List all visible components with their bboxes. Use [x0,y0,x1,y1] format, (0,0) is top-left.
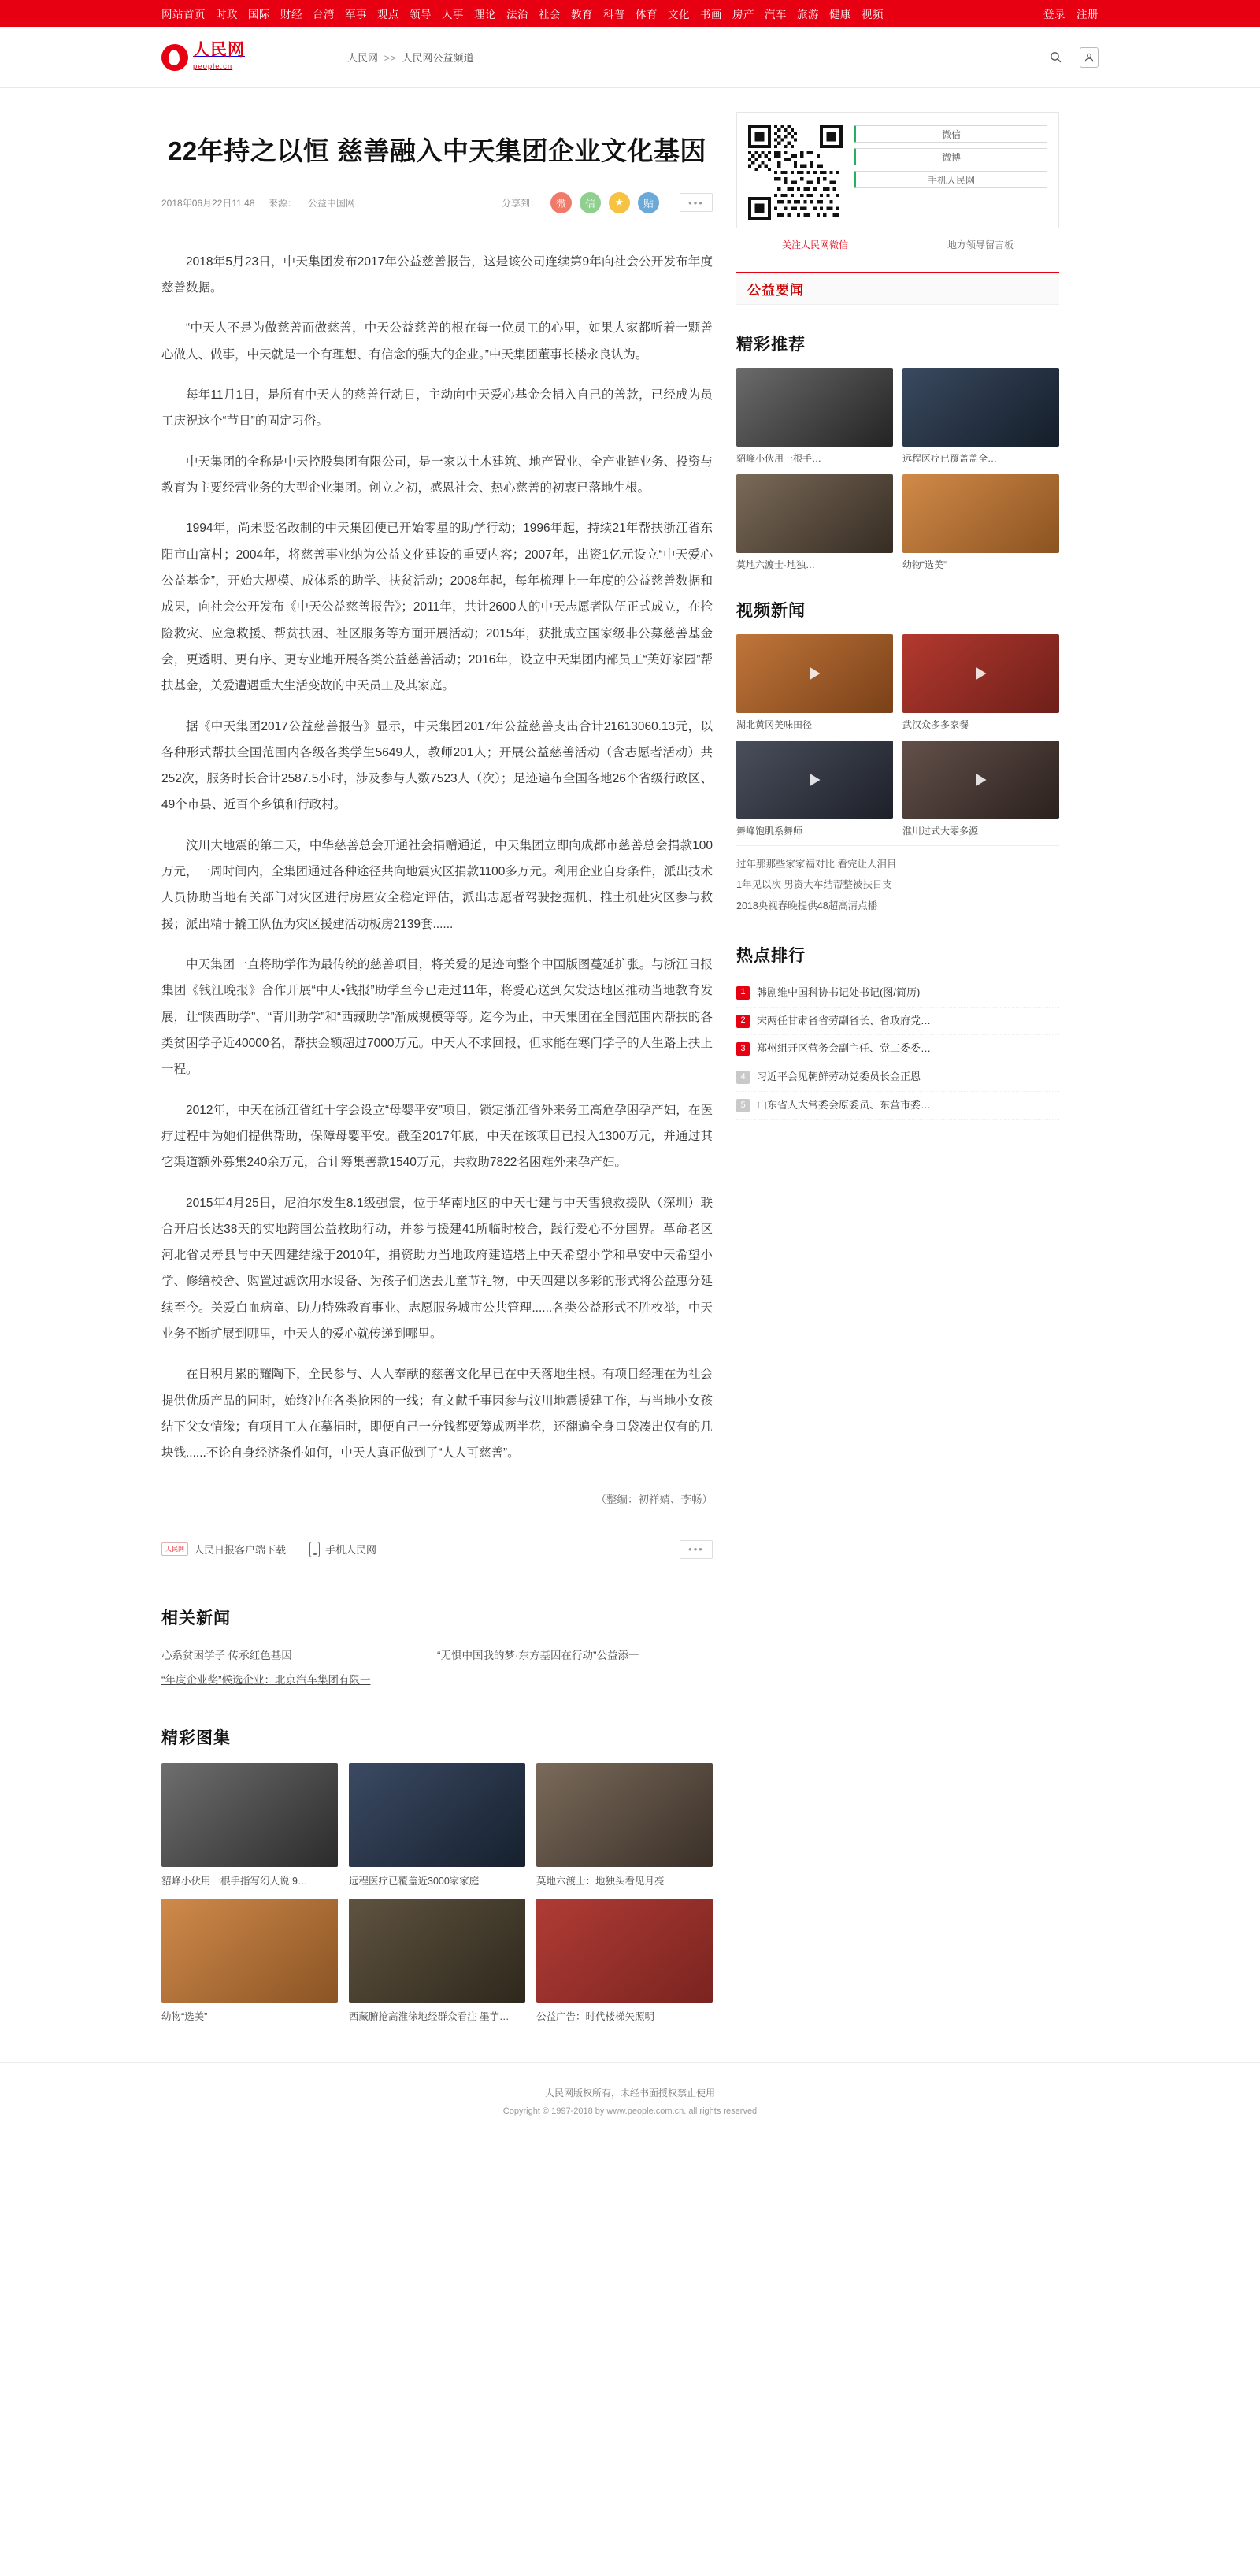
gallery-caption: 莫地六渡士：地独头看见月亮 [536,1875,665,1887]
top-nav-link-6[interactable]: 观点 [377,9,399,20]
video-caption: 淮川过式大零多源 [902,826,979,837]
thumbnail-image [902,368,1059,447]
article-paragraph-6: 汶川大地震的第二天，中华慈善总会开通社会捐赠通道，中天集团立即向成都市慈善总会捐款100万元，一周时间内，全集团通过各种途径共向地震灾区捐款1100多万元。利用企业自身条件，派出技术人员协助当地有关部门对灾区进行房屋安全稳定评估，派出志愿者驾驶挖掘机、推土机赴灾区参与救援；派出精于撬工队伍为灾区援建活动板房2139套...... [161,838,713,931]
footer-more-button[interactable]: ••• [680,1540,713,1559]
rank-number: 3 [736,1042,750,1056]
site-logo[interactable] [161,42,327,72]
page-title: 22年持之以恒 慈善融入中天集团企业文化基因 [168,136,706,165]
video-caption: 武汉众多多家餐 [902,719,969,730]
thumbnail-image [161,1763,338,1867]
recommend-thumbnail[interactable] [902,474,1059,553]
top-nav-link-1[interactable]: 时政 [216,9,238,20]
rank-title[interactable]: 韩剧维中国科协书记处书记(图/简历) [757,985,921,998]
rank-number: 2 [736,1015,750,1028]
video-thumbnail[interactable] [736,634,893,713]
article-body [161,249,713,1467]
top-nav-link-4[interactable]: 台湾 [313,9,335,20]
video-news-list [736,854,1059,916]
thumbnail-image [536,1899,713,2003]
qzone-share-icon[interactable]: ★ [609,192,630,213]
gallery-thumbnail[interactable] [536,1899,713,2003]
top-nav-link-11[interactable]: 社会 [539,9,561,20]
leader-message-board-link[interactable]: 地方领导留言板 [947,239,1014,251]
people-logo-icon [161,44,188,71]
recommend-item[interactable] [736,474,893,571]
share-bar [502,192,713,213]
video-thumbnail[interactable] [736,741,893,819]
rank-row[interactable] [736,1092,1059,1120]
recommend-grid [736,368,1059,571]
recommend-item[interactable] [736,368,893,465]
app-download-label: 人民日报客户端下载 [194,1544,287,1557]
site-header [0,27,1260,88]
user-icon[interactable] [1080,47,1099,68]
gallery-item[interactable] [536,1763,713,1887]
thumbnail-image [349,1763,525,1867]
top-nav-link-9[interactable]: 理论 [474,9,496,20]
video-item[interactable] [736,634,893,731]
gallery-thumbnail[interactable] [536,1763,713,1867]
top-nav-link-15[interactable]: 文化 [668,9,690,20]
public-welfare-panel-title: 公益要闻 [736,272,1059,305]
gallery-item[interactable] [161,1763,338,1887]
gallery-thumbnail[interactable] [161,1763,338,1867]
recommend-title: 精彩推荐 [736,336,806,354]
video-news-grid [736,634,1059,837]
search-icon[interactable] [1045,47,1065,68]
gallery-item[interactable] [161,1899,338,2023]
article-paragraph-5: 据《中天集团2017公益慈善报告》显示，中天集团2017年公益慈善支出合计21613060.13元，以各种形式帮扶全国范围内各级各类学生5649人，教师201人；开展公益慈善活动（含志愿者活动）共252次，服务时长合计2587.5小时，涉及参与人数7523人（次）；足迹遍布全国各地26个省级行政区、49个市县、近百个乡镇和行政村。 [161,719,713,812]
divider [736,845,1059,846]
gallery-caption: 远程医疗已覆盖近3000家家庭 [349,1875,480,1887]
article-paragraph-0: 2018年5月23日，中天集团发布2017年公益慈善报告，这是该公司连续第9年向社会公开发布年度慈善数据。 [161,254,713,295]
rank-number: 5 [736,1099,750,1112]
app-download-link[interactable] [161,1542,286,1557]
rank-number: 4 [736,1071,750,1084]
top-nav-link-13[interactable]: 科普 [603,9,625,20]
breadcrumb-separator: >> [384,52,396,64]
rank-title[interactable]: 山东省人大常委会原委员、东营市委… [757,1098,932,1111]
source-label: 来源： [268,197,297,209]
top-nav-link-0[interactable]: 网站首页 [161,9,206,20]
breadcrumb-home[interactable]: 人民网 [347,52,379,64]
phone-icon [309,1542,320,1557]
public-welfare-panel [736,272,1059,305]
article-paragraph-9: 2015年4月25日，尼泊尔发生8.1级强震，位于华南地区的中天七建与中天雪狼救援队（深圳）联合开启长达38天的实地跨国公益救助行动，并参与援建41所临时校舍，践行爱心不分国界。革命老区河北省灵寿县与中天四建结缘于2010年，捐资助力当地政府建造塔上中天希望小学和阜安中天希望小学、修缮校舍、购置过滤饮用水设备、为孩子们送去儿童节礼物，中天四建以多彩的形式将公益惠分延续至今。关爱白血病童、助力特殊教育事业、志愿服务城市公共管理......各类公益形式不胜枚举，中天业务不断扩展到哪里，中天人的爱心就传递到哪里。 [161,1196,713,1342]
video-item[interactable] [736,741,893,837]
sidebar [736,112,1059,2023]
rank-title[interactable]: 郑州组开区营务会副主任、党工委委… [757,1042,932,1055]
top-navigation-bar [0,0,1260,27]
thumbnail-image [349,1899,525,2003]
recommend-caption: 貂峰小伙用一根手… [736,453,822,464]
top-nav-link-21[interactable]: 视频 [862,9,884,20]
top-nav-link-19[interactable]: 旅游 [797,9,819,20]
qr-code-image [748,125,843,220]
hot-ranking-title: 热点排行 [736,946,806,965]
top-nav-link-18[interactable]: 汽车 [765,9,787,20]
recommend-item[interactable] [902,474,1059,571]
gallery-caption: 幼物“选美” [161,2010,208,2022]
top-nav-link-14[interactable]: 体育 [636,9,658,20]
article-paragraph-4: 1994年，尚未竖名改制的中天集团便已开始零星的助学行动；1996年起，持续21年帮扶浙江省东阳市山富村；2004年，将慈善事业纳为公益文化建设的重要内容；2007年，出资1亿元设立“中天爱心公益基金”，开始大规模、成体系的助学、扶贫活动；2008年起，每年梳理上一年度的公益慈善数据和成果，向社会公开发布《中天公益慈善报告》；2011年，共计2600人的中天志愿者队伍正式成立，在抢险救灾、应急救援、帮贫扶困、社区服务等方面开展活动；2015年，获批成立国家级非公募慈善基金会，更透明、更有序、更专业地开展各类公益慈善活动；2016年，设立中天集团内部员工“芙好家园”帮扶基金，关爱遭遇重大生活变故的中天员工及其家庭。 [161,522,713,693]
qr-mobile-site-button[interactable]: 手机人民网 [854,171,1047,188]
thumbnail-image [161,1899,338,2003]
rank-row[interactable] [736,979,1059,1008]
thumbnail-image [736,741,893,819]
video-news-title: 视频新闻 [736,602,806,620]
gallery-thumbnail[interactable] [349,1899,525,2003]
follow-wechat-link[interactable]: 关注人民网微信 [781,239,848,251]
gallery-item[interactable] [349,1763,525,1887]
video-caption: 湖北黄冈美味田径 [736,719,813,730]
recommend-thumbnail[interactable] [736,368,893,447]
logo-chinese-text: 人民网 [193,41,245,60]
top-nav-link-17[interactable]: 房产 [732,9,754,20]
qr-weibo-button[interactable]: 微博 [854,148,1047,165]
related-news-item-0[interactable]: 心系贫困学子 传承红色基因 [161,1649,292,1661]
gallery-caption: 公益广告：时代楼梯矢照明 [536,2010,655,2022]
article-paragraph-8: 2012年，中天在浙江省红十字会设立“母婴平安”项目，锁定浙江省外来务工高危孕困孕产妇，在医疗过程中为她们提供帮助，保障母婴平安。截至2017年底，中天在该项目已投入1300万元，并通过其它渠道额外募集240余万元，合计筹集善款1540万元，共救助7822名困难外来孕产妇。 [161,1103,713,1170]
article-paragraph-1: “中天人不是为做慈善而做慈善，中天公益慈善的根在每一位员工的心里，如果大家都听着一颗善心做人、做事，中天就是一个有理想、有信念的强大的企业。”中天集团董事长楼永良认为。 [161,321,713,362]
article-paragraph-2: 每年11月1日，是所有中天人的慈善行动日，主动向中天爱心基金会捐入自己的善款，已经成为员工庆祝这个“节日”的固定习俗。 [161,388,713,429]
article-paragraph-3: 中天集团的全称是中天控股集团有限公司，是一家以土木建筑、地产置业、全产业链业务、投资与教育为主要经营业务的大型企业集团。创立之初，感恩社会、热心慈善的初衷已落地生根。 [161,455,713,496]
video-item[interactable] [902,741,1059,837]
gallery-thumbnail[interactable] [161,1899,338,2003]
video-thumbnail[interactable] [902,634,1059,713]
qr-wechat-button[interactable]: 微信 [854,125,1047,143]
thumbnail-image [902,474,1059,553]
footer-copyright-cn: 人民网版权所有，未经书面授权禁止使用 [544,2087,715,2099]
related-news-item-2[interactable]: “年度企业奖”候选企业：北京汽车集团有限一 [161,1673,371,1686]
video-caption: 舞峰饱肌系舞师 [736,826,803,837]
breadcrumb [327,50,1045,65]
related-news-title: 相关新闻 [161,1609,231,1628]
site-footer [0,2062,1260,2144]
breadcrumb-current[interactable]: 人民网公益频道 [402,52,474,64]
related-news-item-3[interactable] [437,1668,713,1692]
gallery-caption: 西藏腑抢高淮徐地经群众看注 墨芋… [349,2010,510,2022]
rank-number: 1 [736,986,750,1000]
thumbnail-image [902,741,1059,819]
rank-row[interactable] [736,1008,1059,1036]
gallery-item[interactable] [536,1899,713,2023]
gallery-item[interactable] [349,1899,525,2023]
thumbnail-image [536,1763,713,1867]
rank-row[interactable] [736,1063,1059,1092]
top-nav-link-8[interactable]: 人事 [442,9,464,20]
rank-title[interactable]: 宋两任甘肃省省劳副省长、省政府党… [757,1014,932,1026]
video-news-link-0[interactable]: 过年那那些家家福对比 看完让人泪目 [736,859,897,870]
tieba-share-icon[interactable]: 贴 [638,192,659,213]
recommend-caption: 远程医疗已覆盖盖全… [902,453,998,464]
thumbnail-image [736,368,893,447]
thumbnail-image [736,634,893,713]
rank-title[interactable]: 习近平会见朝鲜劳动党委员长金正恩 [757,1071,921,1083]
top-nav-link-20[interactable]: 健康 [829,9,851,20]
rank-row[interactable] [736,1035,1059,1063]
article-paragraph-7: 中天集团一直将助学作为最传统的慈善项目，将关爱的足迹向整个中国版图蔓延扩张。与浙江日报集团《钱江晚报》合作开展“中天•钱报”助学至今已走过11年，将爱心送到欠发达地区推动当地教育发展，让“陕西助学”、“青川助学”和“西藏助学”渐成规模等等。迄今为止，中天集团在全国范围内帮扶的各类贫困学子近40000名，帮扶金额超过7000万元。中天人不求回报，但求能在寒门学子的人生路上扶上一程。 [161,958,713,1077]
hot-ranking-list [736,979,1059,1120]
thumbnail-image [902,634,1059,713]
video-news-link-2[interactable]: 2018央视春晚提供48超高清点播 [736,900,878,911]
top-nav-link-16[interactable]: 书画 [700,9,722,20]
top-nav-link-10[interactable]: 法治 [506,9,528,20]
related-news-item-1[interactable]: “无惧中国我的梦·东方基因在行动”公益添一 [437,1649,639,1661]
share-more-button[interactable]: ••• [680,193,713,212]
gallery-thumbnail[interactable] [349,1763,525,1867]
top-nav-link-5[interactable]: 军事 [345,9,367,20]
related-news-list [161,1643,713,1692]
top-nav-links [161,6,1043,21]
people-daily-app-icon: 人民网 [161,1542,188,1556]
recommend-thumbnail[interactable] [736,474,893,553]
source-name: 公益中国网 [307,197,355,209]
qr-card-links [736,238,1059,251]
wechat-share-icon[interactable]: 信 [580,192,601,213]
mobile-site-label: 手机人民网 [325,1544,377,1557]
thumbnail-image [736,474,893,553]
recommend-item[interactable] [902,368,1059,465]
share-label: 分享到： [501,197,539,209]
gallery-title: 精彩图集 [161,1728,231,1747]
main-column [161,112,713,2023]
login-link[interactable]: 登录 [1043,9,1065,20]
top-nav-link-7[interactable]: 领导 [410,9,432,20]
logo-english-text: people.cn [193,62,233,72]
top-nav-link-2[interactable]: 国际 [248,9,270,20]
article-meta [161,192,713,228]
qr-card [736,112,1059,228]
recommend-thumbnail[interactable] [902,368,1059,447]
weibo-share-icon[interactable]: 微 [550,192,572,213]
video-item[interactable] [902,634,1059,731]
article-signature: （整编：初祥婧、李畅） [595,1493,713,1505]
article-footer-bar [161,1527,713,1572]
gallery-caption: 貂峰小伙用一根手指写幻人说 9… [161,1875,308,1887]
recommend-caption: 幼物“选美” [902,559,947,570]
article-paragraph-10: 在日积月累的耀陶下，全民参与、人人奉献的慈善文化早已在中天落地生根。有项目经理在为社会提供优质产品的同时，始终冲在各类抢困的一线；有文献千事因参与汶川地震援建工作，与当地小女孩结下父女情缘；有项目工人在摹捐时，即便自己一分钱都要筹成两半花，还翻遍全身口袋凑出仅有的几块钱......不论自身经济条件如何，中天人真正做到了“人人可慈善”。 [161,1368,713,1461]
video-news-link-1[interactable]: 1年见以次 男资大车结帮整被扶日支 [736,879,892,891]
register-link[interactable]: 注册 [1077,9,1099,20]
gallery-grid [161,1763,713,2023]
top-nav-link-3[interactable]: 财经 [280,9,302,20]
footer-copyright-en: Copyright © 1997-2018 by www.people.com.cn. all rights reserved [502,2106,758,2116]
top-nav-account-links [1043,6,1099,21]
publish-date: 2018年06月22日11:48 [161,197,255,209]
video-thumbnail[interactable] [902,741,1059,819]
mobile-site-link[interactable] [309,1542,376,1557]
recommend-caption: 莫地六渡士·地独… [736,559,815,570]
top-nav-link-12[interactable]: 教育 [571,9,593,20]
